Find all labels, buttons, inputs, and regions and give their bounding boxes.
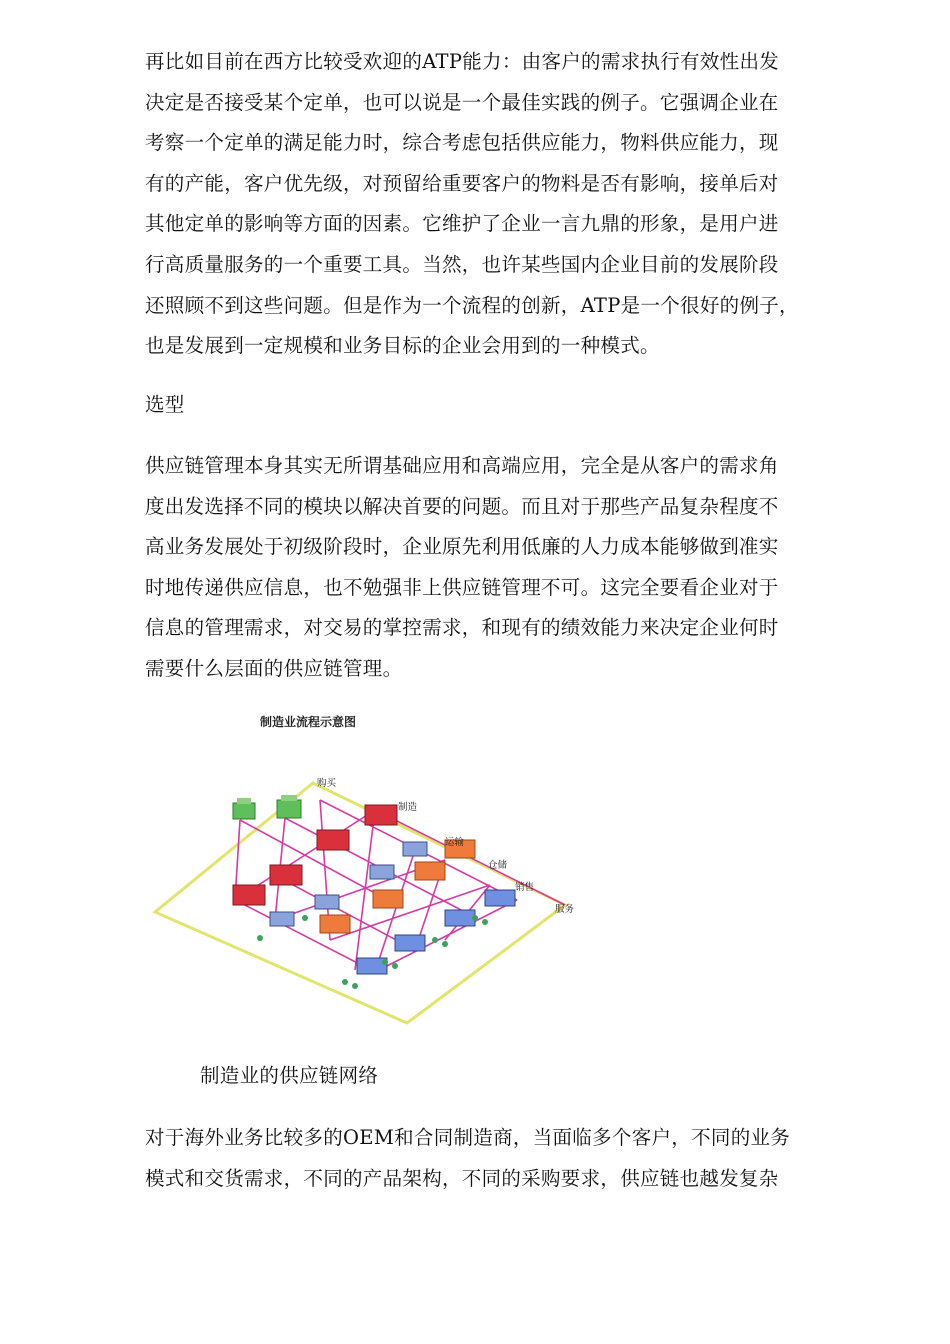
supply-chain-diagram [145, 700, 590, 1030]
truck-icon [315, 895, 339, 909]
truck-icon [403, 842, 427, 856]
section-heading [145, 385, 863, 426]
label-transport: 运输 [445, 837, 465, 848]
figure-caption [200, 1056, 918, 1097]
factory-icon [233, 885, 265, 905]
text-line: 模式和交货需求，不同的产品架构，不同的采购要求，供应链也越发复杂 [145, 1166, 779, 1190]
supplier-building-icon [277, 795, 301, 818]
text-line: 还照顾不到这些问题。但是作为一个流程的创新，ATP是一个很好的例子， [145, 293, 799, 317]
text-line: 也是发展到一定规模和业务目标的企业会用到的一种模式。 [145, 334, 660, 358]
factory-icon [270, 865, 302, 885]
text-line: 需要什么层面的供应链管理。 [145, 656, 403, 680]
text-line: 再比如目前在西方比较受欢迎的ATP能力：由客户的需求执行有效性出发 [145, 50, 780, 73]
caption-text: 制造业的供应链网络 [200, 1064, 379, 1087]
text-line: 度出发选择不同的模块以解决首要的问题。而且对于那些产品复杂程度不 [145, 494, 779, 518]
paragraph-selection [145, 446, 863, 690]
text-line: 供应链管理本身其实无所谓基础应用和高端应用，完全是从客户的需求角 [145, 454, 779, 477]
paragraph-atp [145, 42, 863, 367]
label-sales: 销售 [515, 882, 535, 893]
diagram-title: 制造业流程示意图 [259, 715, 357, 729]
label-service: 服务 [555, 904, 575, 915]
text-line: 对于海外业务比较多的OEM和合同制造商，当面临多个客户，不同的业务 [145, 1126, 791, 1149]
label-storage: 仓储 [488, 860, 508, 871]
heading-text: 选型 [145, 393, 185, 416]
text-line: 时地传递供应信息，也不勉强非上供应链管理不可。这完全要看企业对于 [145, 575, 779, 599]
label-manufacture: 制造 [398, 802, 418, 813]
text-line: 考察一个定单的满足能力时，综合考虑包括供应能力，物料供应能力，现 [145, 131, 779, 155]
sales-point-icon [395, 935, 425, 951]
warehouse-icon [415, 862, 445, 880]
sales-point-icon [485, 890, 515, 906]
sales-point-icon [445, 910, 475, 926]
truck-icon [370, 865, 394, 879]
text-line: 高业务发展处于初级阶段时，企业原先利用低廉的人力成本能够做到准实 [145, 535, 779, 559]
supplier-building-icon [233, 798, 255, 819]
label-purchase: 购买 [317, 778, 337, 789]
factory-icon [365, 805, 397, 825]
text-line: 其他定单的影响等方面的因素。它维护了企业一言九鼎的形象，是用户进 [145, 212, 779, 236]
text-line: 决定是否接受某个定单，也可以说是一个最佳实践的例子。它强调企业在 [145, 90, 779, 114]
text-line: 信息的管理需求，对交易的掌控需求，和现有的绩效能力来决定企业何时 [145, 616, 779, 640]
warehouse-icon [320, 915, 350, 933]
warehouse-icon [373, 890, 403, 908]
factory-icon [317, 830, 349, 850]
truck-icon [270, 912, 294, 926]
text-line: 行高质量服务的一个重要工具。当然，也许某些国内企业目前的发展阶段 [145, 252, 779, 276]
text-line: 有的产能，客户优先级，对预留给重要客户的物料是否有影响，接单后对 [145, 171, 779, 195]
paragraph-oem [145, 1118, 863, 1199]
